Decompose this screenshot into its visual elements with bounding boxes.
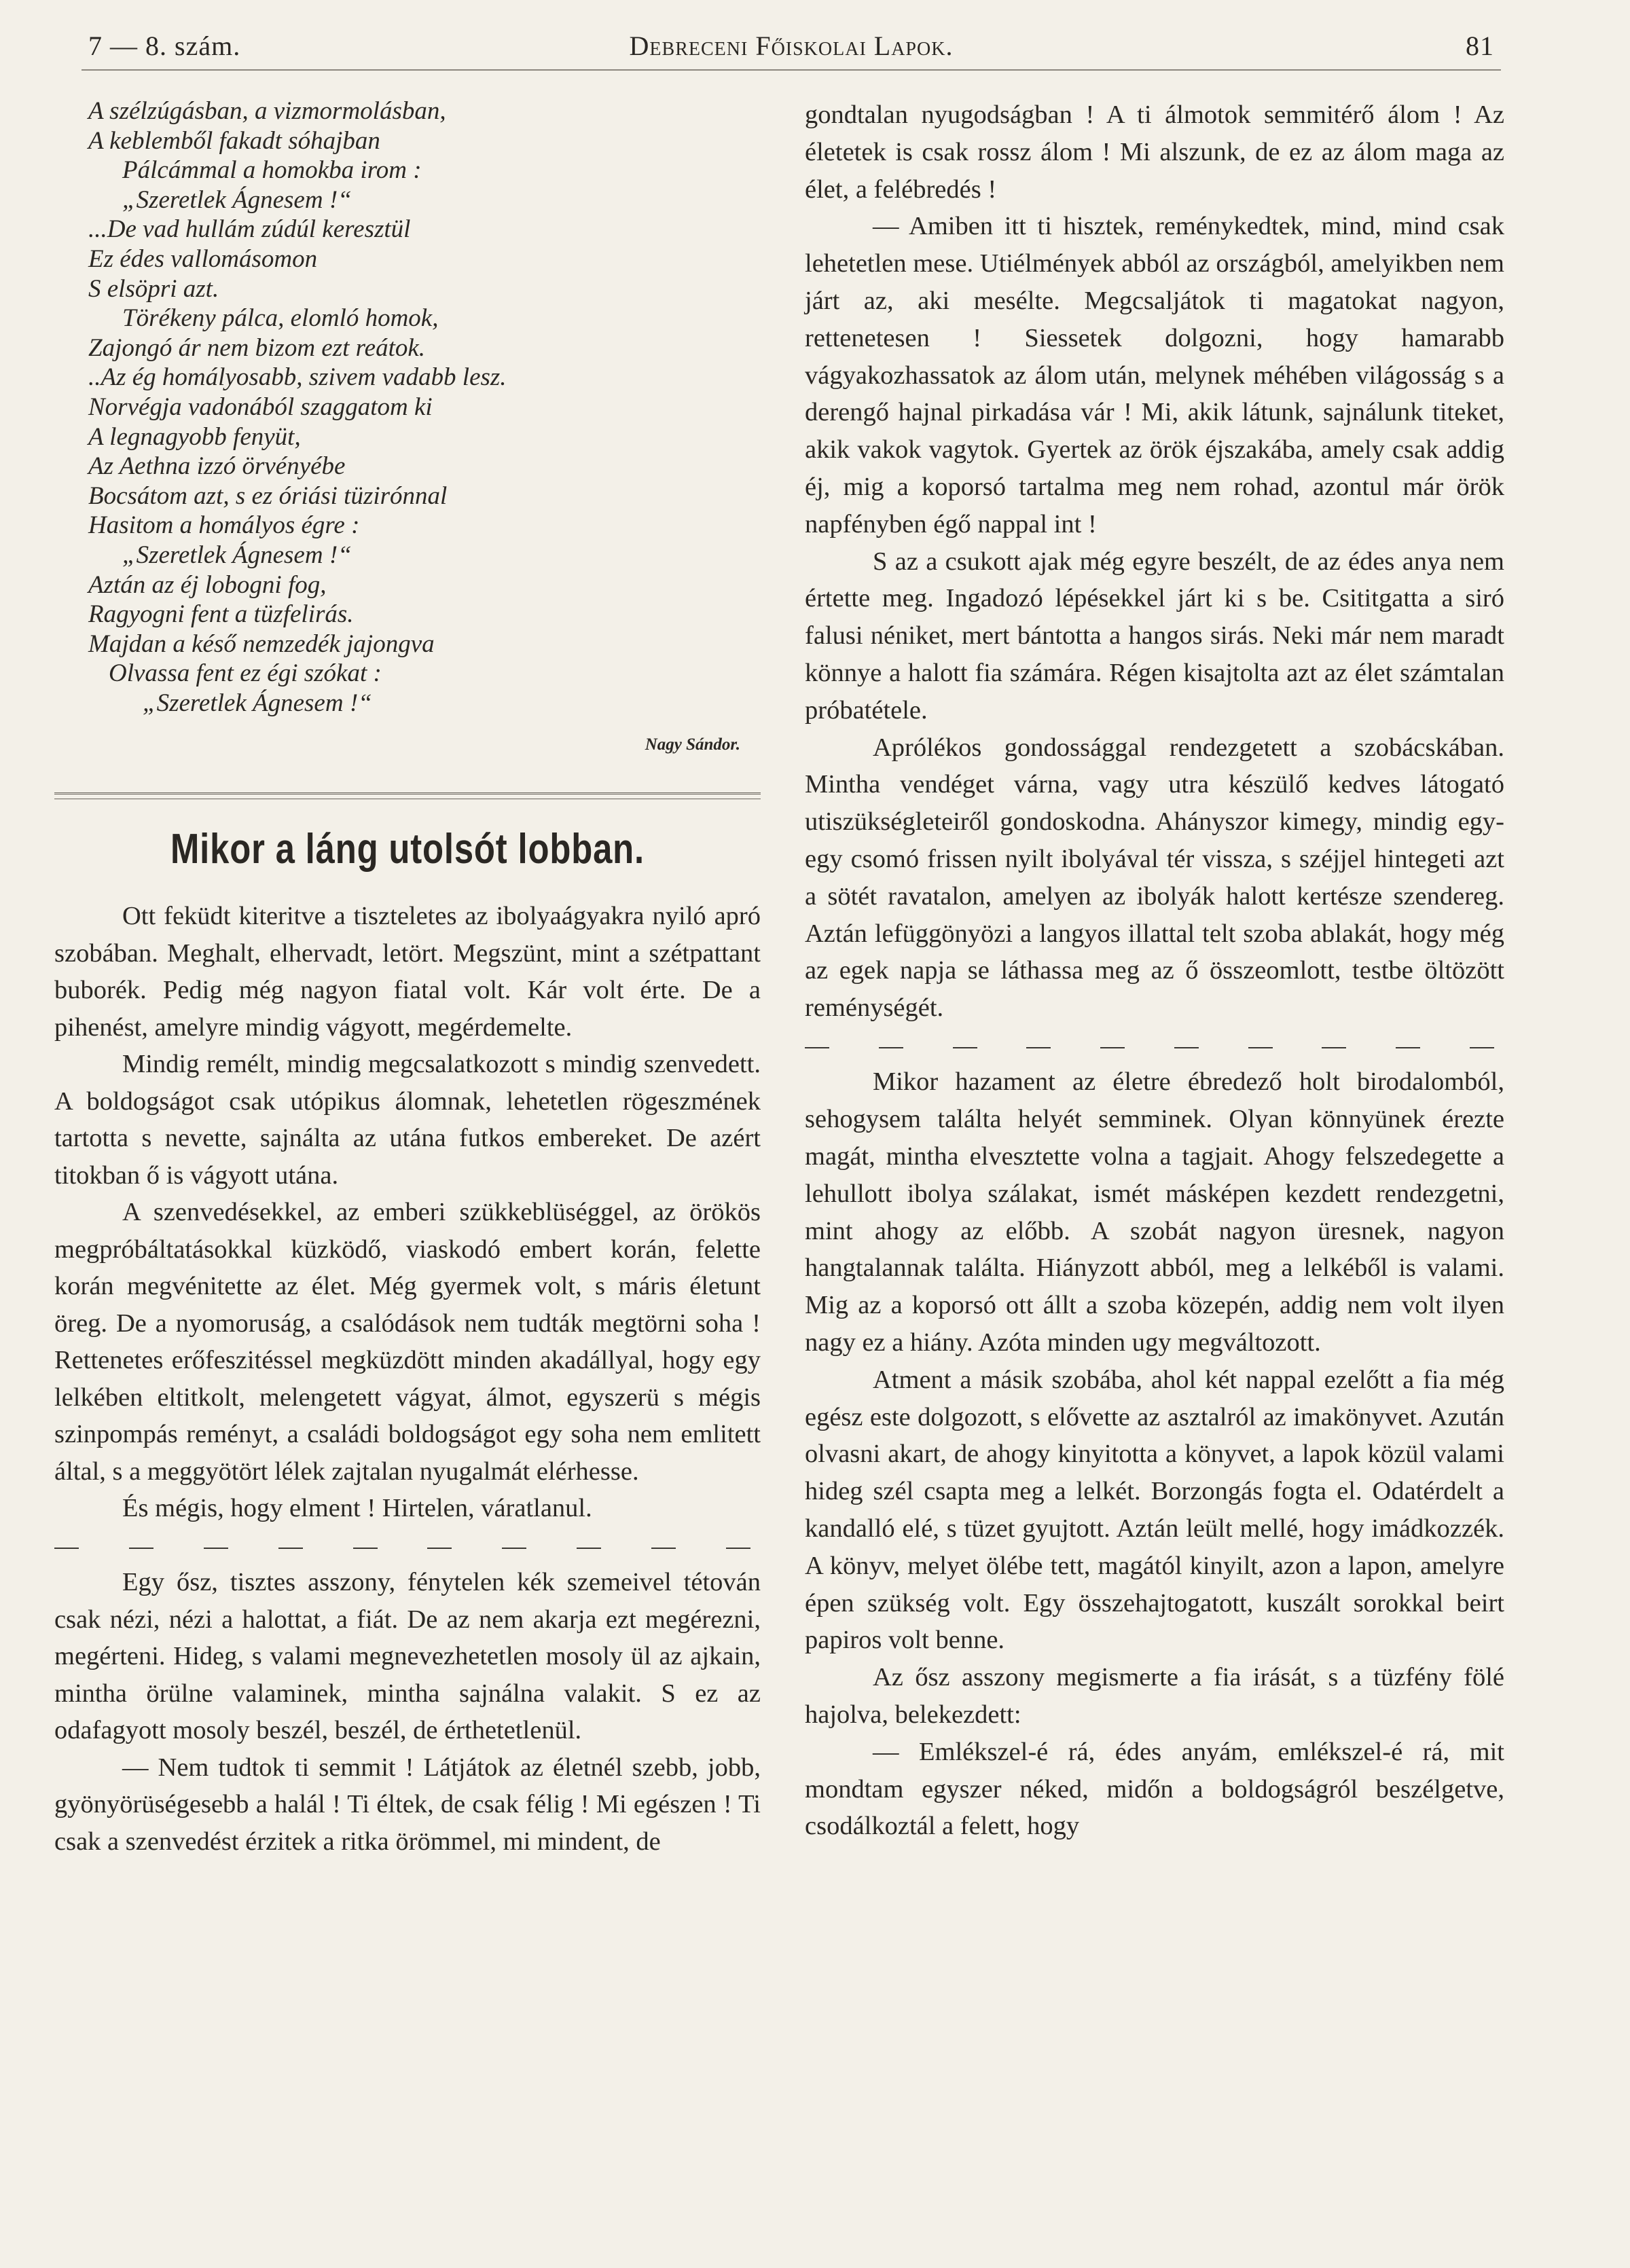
- paragraph: Mikor hazament az életre ébredező holt birodalomból, sehogysem találta helyét semminek. Olyan könnyünek érezte magát, mintha elvesztette volna a tagjait. Ahogy felszedegette a lehullott ibolya szálakat, ismét másképen kezdett rendezgetni, mint ahogy az előbb. A szobát nagyon üresnek, nagyon hangtalannak találta. Hiányzott abból, meg a lelkéből is valami. Mig az a koporsó ott állt a szoba közepén, addig nem volt ilyen nagy ez a hiány. Azóta minden ugy megváltozott.: [805, 1067, 1504, 1357]
- left-column: [54, 96, 761, 1860]
- poem-line: Aztán az éj lobogni fog,: [88, 570, 327, 599]
- poem-line: „Szeretlek Ágnesem !“: [122, 541, 352, 569]
- paragraph: — Emlékszel-é rá, édes anyám, emlékszel-é rá, mit mondtam egyszer néked, midőn a boldogságról beszélgetve, csodálkoztál a felett, hogy: [805, 1737, 1504, 1841]
- poem-line: A keblemből fakadt sóhajban: [88, 126, 380, 155]
- paragraph: Mindig remélt, mindig megcsalatkozott s mindig szenvedett. A boldogságot csak utópikus álomnak, lehetetlen rögeszmének tartotta s nevette, sajnálta az utána futkos embereket. De azért titokban ő is vágyott utána.: [54, 1050, 761, 1190]
- paragraph: — Amiben itt ti hisztek, reménykedtek, mind, mind csak lehetetlen mese. Utiélmények abból az országból, amelyikben nem járt az, aki mesélte. Megcsaljátok ti magatokat nagyon, rettenetesen ! Siessetek dolgozni, hogy hamarabb vágyakozhassatok az álom után, melynek méhében világosság s a derengő hajnal pirkadása vár ! Mi, akik látunk, sajnálunk titeket, akik vakok vagytok. Gyertek az örök éjszakába, amely csak addig éj, mig a koporsó tartalma meg nem rohad, azontul már örök napfényben égő nappal int !: [805, 212, 1504, 538]
- paragraph: A szenvedésekkel, az emberi szükkeblüséggel, az örökös megpróbáltatásokkal küzködő, viaskodó embert korán, felette korán megvénitette az élet. Még gyermek volt, s máris életunt öreg. De a nyomoruság, a csalódások nem tudták megtörni soha ! Rettenetes erőfeszitéssel megküzdött minden akadállyal, hogy egy lelkében eltitkolt, melengetett vágyat, álmot, egyszerü s mégis szinpompás reményt, a családi boldogságot egy soha nem emlitett által, s a meggyötört lélek zajtalan nyugalmát elérhesse.: [54, 1198, 761, 1486]
- poem-author: Nagy Sándor.: [645, 735, 740, 754]
- page-number: 81: [1466, 31, 1494, 61]
- paragraph: gondtalan nyugodságban ! A ti álmotok semmitérő álom ! Az életetek is csak rossz álom ! Mi alszunk, de ez az álom maga az élet, a felébredés !: [805, 100, 1504, 204]
- paragraph: S az a csukott ajak még egyre beszélt, de az édes anya nem értette meg. Ingadozó lépésekkel járt ki s be. Csititgatta a siró falusi néniket, mert bántotta a hangos sirás. Neki már nem maradt könnye a halott fia számára. Régen kisajtolta azt az élet számtalan próbatétele.: [805, 547, 1504, 725]
- poem-line: „Szeretlek Ágnesem !“: [122, 185, 352, 214]
- journal-title: Debreceni Főiskolai Lapok.: [629, 31, 954, 61]
- paragraph: — Nem tudtok ti semmit ! Látjátok az életnél szebb, jobb, gyönyörüségesebb a halál ! Ti éltek, de csak félig ! Mi egészen ! Ti csak a szenvedést érzitek a ritka örömmel, mi mindent, de: [54, 1753, 761, 1856]
- poem-line: Majdan a késő nemzedék jajongva: [88, 629, 435, 658]
- paragraph: Aprólékos gondossággal rendezgetett a szobácskában. Mintha vendéget várna, vagy utra készülő kedves látogató utiszükségleteiről gondoskodna. Ahányszor kimegy, mindig egy-egy csomó frissen nyilt ibolyával tér vissza, s széjjel hintegeti azt a sötét ravatalon, amelyen az ibolyák halott kertésze szendereg. Aztán lefüggönyözi a langyos illattal telt szoba ablakát, hogy még az egek napja se láthassa meg az ő összeomlott, testbe öltözött reménységét.: [805, 733, 1504, 1023]
- article-title: Mikor a láng utolsót lobban.: [170, 826, 645, 873]
- poem-line: Zajongó ár nem bizom ezt reátok.: [88, 333, 426, 362]
- issue-number: 7 — 8. szám.: [88, 31, 241, 61]
- poem-line: Hasitom a homályos égre :: [88, 511, 360, 540]
- dash-separator: [54, 1527, 761, 1565]
- paragraph: Atment a másik szobába, ahol két nappal ezelőtt a fia még egész este dolgozott, s elővette az asztalról az imakönyvet. Azután olvasni akart, de ahogy kinyitotta a könyvet, a lapok közül valami hideg szél csapta meg a lelkét. Borzongás fogta el. Odatérdelt a kandalló elé, s tüzet gyujtott. Aztán leült mellé, hogy imádkozzék. A könyv, melyet ölébe tett, magától kinyilt, azon a lapon, amelyre épen szükség volt. Egy összehajtogatott, kuszált sorokkal beirt papiros volt benne.: [805, 1365, 1504, 1655]
- poem-line: Törékeny pálca, elomló homok,: [122, 304, 439, 333]
- poem-line: „Szeretlek Ágnesem !“: [143, 689, 372, 717]
- poem-line: Ez édes vallomásomon: [88, 244, 318, 273]
- poem-line: S elsöpri azt.: [88, 274, 219, 303]
- article-body-right: [805, 96, 1504, 1845]
- poem-line: Bocsátom azt, s ez óriási tüzirónnal: [88, 481, 448, 510]
- poem-line: A legnagyobb fenyüt,: [88, 422, 301, 451]
- poem-line: Ragyogni fent a tüzfelirás.: [88, 600, 354, 629]
- poem: [88, 96, 761, 760]
- paragraph: Az ősz asszony megismerte a fia irását, s a tüzfény fölé hajolva, belekezdett:: [805, 1663, 1504, 1729]
- poem-line: Norvégja vadonából szaggatom ki: [88, 392, 433, 421]
- right-column: [805, 96, 1504, 1845]
- poem-line: ..Az ég homályosabb, szivem vadabb lesz.: [88, 363, 507, 392]
- paragraph: És mégis, hogy elment ! Hirtelen, váratlanul.: [122, 1494, 592, 1523]
- poem-line: Olvassa fent ez égi szókat :: [109, 659, 382, 688]
- paragraph: Ott feküdt kiteritve a tiszteletes az ibolyaágyakra nyiló apró szobában. Meghalt, elhervadt, letört. Megszünt, mint a szétpattant buborék. Pedig még nagyon fiatal volt. Kár volt érte. De a pihenést, amelyre mindig vágyott, megérdemelte.: [54, 902, 761, 1042]
- poem-line: A szélzúgásban, a vizmormolásban,: [88, 97, 446, 125]
- page-header: [82, 26, 1501, 71]
- dash-separator: [805, 1027, 1504, 1064]
- poem-line: ...De vad hullám zúdúl keresztül: [88, 215, 411, 244]
- article-body-left: [54, 898, 761, 1860]
- paragraph: Egy ősz, tisztes asszony, fénytelen kék szemeivel tétován csak nézi, nézi a halottat, a fiát. De az nem akarja ezt megérezni, megérteni. Hideg, s valami megnevezhetetlen mosoly ül az ajkain, mintha örülne valaminek, mintha sajnálna valakit. S ez az odafagyott mosoly beszél, beszél, de érthetetlenül.: [54, 1568, 761, 1745]
- poem-line: Az Aethna izzó örvényébe: [88, 452, 346, 481]
- section-divider: [54, 792, 761, 799]
- poem-line: Pálcámmal a homokba irom :: [122, 156, 422, 185]
